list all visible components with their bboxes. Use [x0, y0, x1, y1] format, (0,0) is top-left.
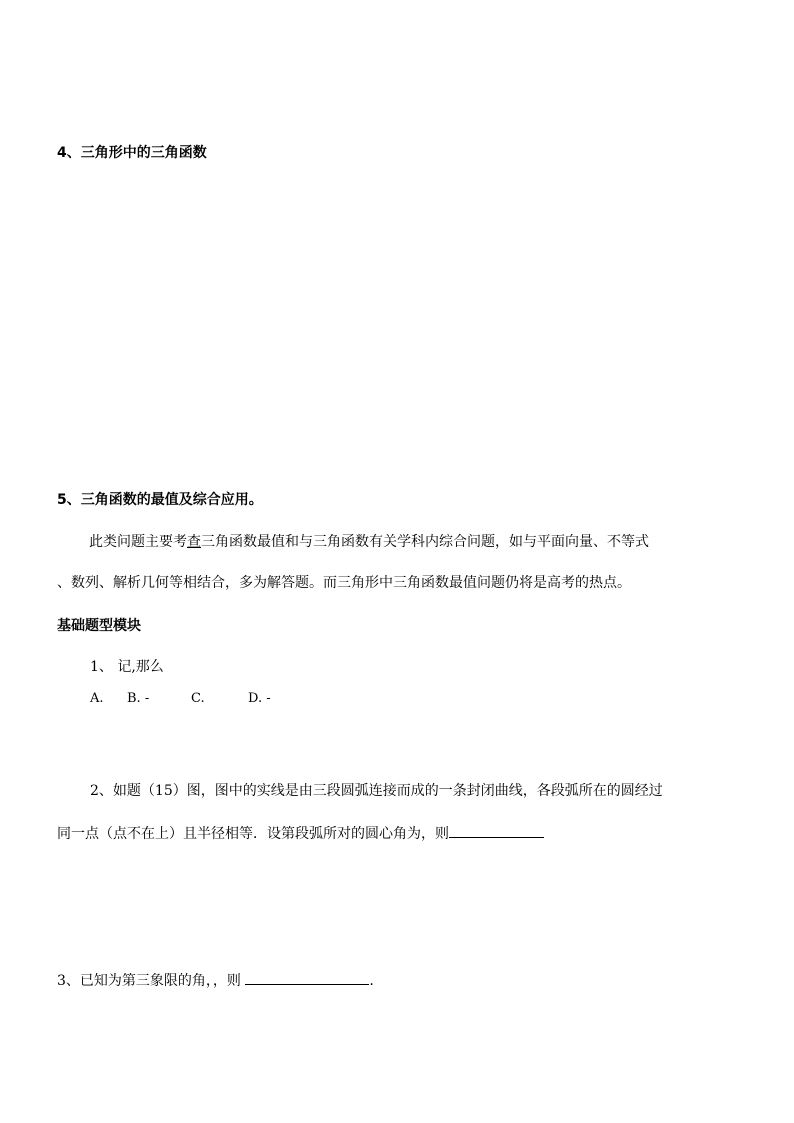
- question-2-line-2: [57, 822, 544, 844]
- module-heading: 基础题型模块: [57, 618, 141, 634]
- section-4-heading: 4、三角形中的三角函数: [57, 145, 207, 161]
- answer-blank[interactable]: [245, 969, 369, 985]
- question-3-period: .: [369, 973, 374, 989]
- question-3: [57, 969, 374, 991]
- answer-blank[interactable]: [449, 822, 544, 838]
- choice-c: C.: [191, 691, 205, 706]
- question-2-line-1: 2、如题（15）图，图中的实线是由三段圆弧连接而成的一条封闭曲线，各段弧所在的圆经过: [90, 783, 663, 799]
- choice-b: B. -: [127, 691, 150, 706]
- question-1-stem: 1、 记,那么: [90, 659, 164, 675]
- section-5-paragraph-line-2: 、数列、解析几何等相结合，多为解答题。而三角形中三角函数最值问题仍将是高考的热点。: [57, 575, 631, 591]
- choice-d: D. -: [248, 691, 271, 706]
- paragraph-text: 此类问题主要考: [89, 534, 187, 550]
- section-5-paragraph-line-1: [89, 532, 649, 552]
- section-5-heading: 5、三角函数的最值及综合应用。: [57, 492, 263, 508]
- choice-a: A.: [90, 691, 104, 706]
- question-2-text: 同一点（点不在上）且半径相等．设第段弧所对的圆心角为，则: [57, 826, 449, 842]
- question-3-text: 3、已知为第三象限的角，，则: [57, 973, 241, 989]
- paragraph-text: 三角函数最值和与三角函数有关学科内综合问题，如与平面向量、不等式: [201, 534, 649, 550]
- question-1-choices: [90, 689, 271, 709]
- underlined-character: 查: [187, 534, 201, 550]
